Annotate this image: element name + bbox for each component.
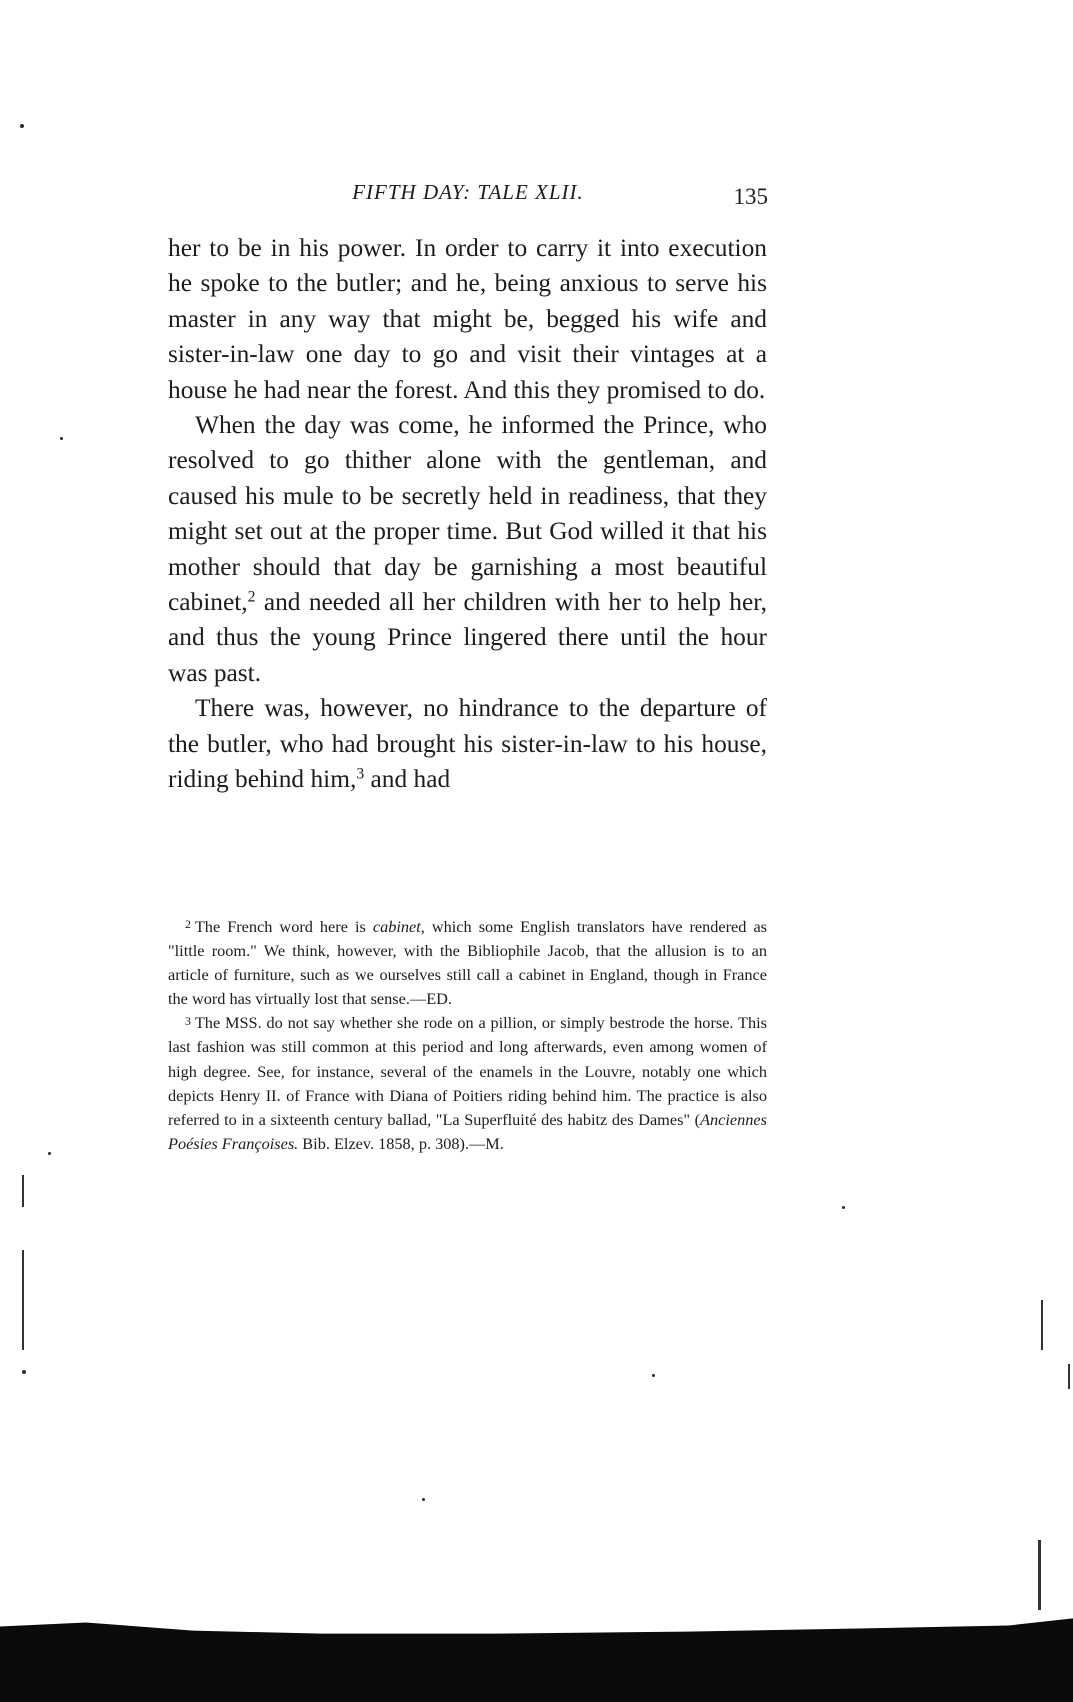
scan-edge-line xyxy=(22,1175,24,1207)
paragraph-3-text-b: and had xyxy=(364,765,451,794)
body-text xyxy=(168,231,767,798)
scan-speck xyxy=(652,1374,655,1377)
footnote-3-text-b: Bib. Elzev. 1858, p. 308).—M. xyxy=(298,1133,504,1153)
scan-speck xyxy=(60,437,63,440)
paragraph-2 xyxy=(168,408,767,691)
running-head: FIFTH DAY: TALE XLII. xyxy=(352,180,584,204)
page-number: 135 xyxy=(733,184,768,209)
scan-speck xyxy=(842,1206,845,1209)
scan-speck xyxy=(48,1152,51,1155)
page-header xyxy=(168,180,768,216)
footnote-ref-3: 3 xyxy=(356,765,365,783)
footnote-2-mark: 2 xyxy=(185,918,191,932)
scan-edge-line xyxy=(22,1250,24,1350)
footnote-2-italic-word: cabinet xyxy=(372,917,421,936)
scan-bottom-shadow xyxy=(0,1600,1073,1702)
footnote-ref-2: 2 xyxy=(247,588,256,606)
paragraph-2-text-a: When the day was come, he informed the Prince, who resolved to go thither alone with the gentleman, and caused his mule to be secretly held in readiness, that they might set out at the proper time. But God willed it that his mother should that day be garnishing a most beautiful cabinet, xyxy=(168,411,767,617)
footnotes xyxy=(168,915,767,1156)
footnote-2-text-a: The French word here is xyxy=(194,917,373,936)
footnote-3-italic-title: Anciennes Poésies Françoises. xyxy=(168,1109,767,1153)
paragraph-3 xyxy=(168,691,767,797)
paragraph-3-text-a: There was, however, no hindrance to the departure of the butler, who had brought his sister-in-law to his house, riding behind him, xyxy=(168,694,767,794)
scan-edge-line xyxy=(1068,1364,1070,1389)
scan-edge-line xyxy=(1038,1540,1041,1610)
paragraph-1 xyxy=(168,231,767,408)
scan-speck xyxy=(20,124,24,128)
footnote-3 xyxy=(168,1011,767,1156)
scan-speck xyxy=(422,1498,425,1501)
scan-edge-line xyxy=(1041,1300,1043,1350)
footnote-3-text-a: The MSS. do not say whether she rode on a pillion, or simply bestrode the horse. This last fashion was still common at this period and long afterwards, even among women of high degree. See, for instance, several of the enamels in the Louvre, notably one which depicts Henry II. of France with Diana of Poitiers riding behind him. The practice is also referred to in a sixteenth century ballad, "La Superfluité des habitz des Dames" ( xyxy=(168,1013,767,1129)
footnote-2 xyxy=(168,915,767,1011)
footnote-3-mark: 3 xyxy=(185,1014,191,1028)
paragraph-1-text: her to be in his power. In order to carry it into execution he spoke to the butler; and he, being anxious to serve his master in any way that might be, begged his wife and sister-in-law one day to go and visit their vintages at a house he had near the forest. And this they promised to do. xyxy=(168,234,767,404)
paragraph-2-text-b: and needed all her children with her to help her, and thus the young Prince lingered there until the hour was past. xyxy=(168,588,767,687)
footnote-2-text-b: , which some English translators have rendered as "little room." We think, however, with the Bibliophile Jacob, that the allusion is to an article of furniture, such as we ourselves still call a cabinet in England, though in France the word has virtually lost that sense.—ED. xyxy=(168,917,768,1009)
scan-speck xyxy=(22,1370,26,1374)
